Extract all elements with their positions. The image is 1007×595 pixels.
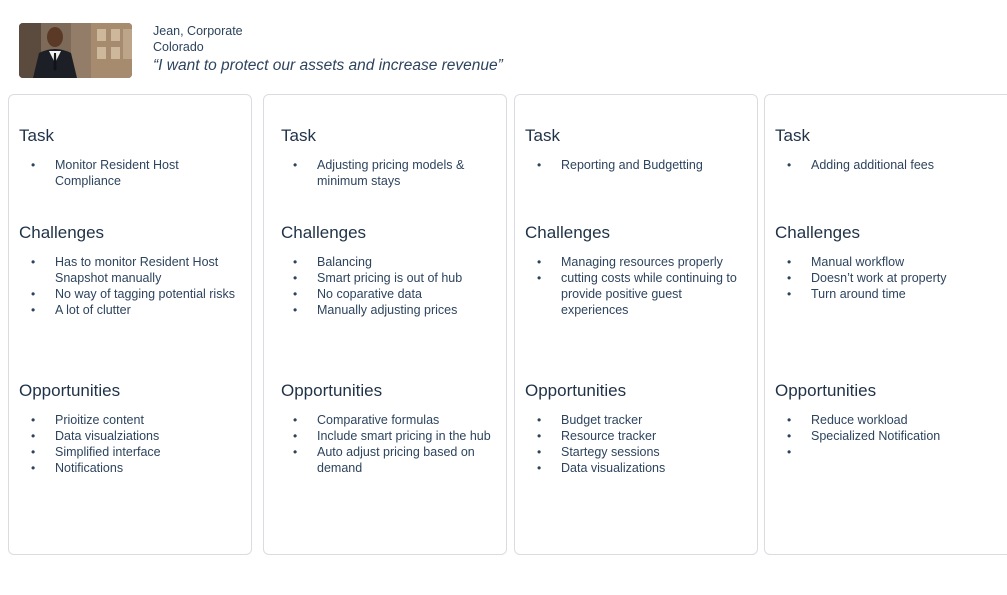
card-pricing [263, 94, 507, 555]
challenges-heading: Challenges [19, 223, 105, 242]
list-item: • Turn around time [811, 286, 1001, 302]
list-item: • Manually adjusting prices [317, 302, 497, 318]
list-item: • A lot of clutter [55, 302, 245, 318]
opportunities-list [55, 412, 245, 476]
list-item: • Prioitize content [55, 412, 245, 428]
task-heading: Task [775, 126, 810, 145]
opportunities-heading: Opportunities [281, 381, 383, 400]
list-item: • Notifications [55, 460, 245, 476]
challenges-heading: Challenges [525, 223, 611, 242]
opportunities-list [561, 412, 746, 476]
opportunities-heading: Opportunities [525, 381, 627, 400]
challenges-list [55, 254, 245, 318]
opportunities-list [811, 412, 1001, 460]
list-item: • Adding additional fees [811, 157, 1001, 173]
card-budgeting [514, 94, 758, 555]
task-list [55, 157, 245, 189]
task-list [561, 157, 746, 173]
challenges-list [811, 254, 1001, 302]
opportunities-heading: Opportunities [19, 381, 121, 400]
task-heading: Task [281, 126, 316, 145]
list-item: • Include smart pricing in the hub [317, 428, 497, 444]
task-list [811, 157, 1001, 173]
card-compliance [8, 94, 252, 555]
list-item: • cutting costs while continuing to provide positive guest experiences [561, 270, 746, 318]
list-item: • Adjusting pricing models & minimum stays [317, 157, 497, 189]
list-item: • Specialized Notification [811, 428, 1001, 444]
list-item: • Managing resources properly [561, 254, 746, 270]
list-item: • Doesn’t work at property [811, 270, 1001, 286]
persona-quote: “I want to protect our assets and increase revenue” [153, 57, 503, 74]
persona-photo [19, 23, 132, 78]
persona-location: Colorado [153, 40, 204, 54]
persona-name: Jean, Corporate [153, 24, 243, 38]
opportunities-list [317, 412, 497, 476]
list-item: • Reporting and Budgetting [561, 157, 746, 173]
person-portrait-icon [19, 23, 132, 78]
list-item: • Smart pricing is out of hub [317, 270, 497, 286]
card-fees [764, 94, 1007, 555]
task-heading: Task [525, 126, 560, 145]
list-item: • Comparative formulas [317, 412, 497, 428]
list-item: • Budget tracker [561, 412, 746, 428]
task-heading: Task [19, 126, 54, 145]
challenges-list [317, 254, 497, 318]
list-item: • Balancing [317, 254, 497, 270]
challenges-heading: Challenges [281, 223, 367, 242]
list-item: • Startegy sessions [561, 444, 746, 460]
list-item: • No coparative data [317, 286, 497, 302]
list-item: • Data visualziations [55, 428, 245, 444]
list-item: • Has to monitor Resident Host Snapshot manually [55, 254, 245, 286]
opportunities-heading: Opportunities [775, 381, 877, 400]
list-item: • Simplified interface [55, 444, 245, 460]
list-item: • Reduce workload [811, 412, 1001, 428]
list-item: • Auto adjust pricing based on demand [317, 444, 497, 476]
list-item: • Resource tracker [561, 428, 746, 444]
task-list [317, 157, 497, 189]
list-item: • No way of tagging potential risks [55, 286, 245, 302]
challenges-heading: Challenges [775, 223, 861, 242]
challenges-list [561, 254, 746, 318]
list-item [811, 444, 1001, 460]
list-item: • Manual workflow [811, 254, 1001, 270]
list-item: • Monitor Resident Host Compliance [55, 157, 245, 189]
list-item: • Data visualizations [561, 460, 746, 476]
